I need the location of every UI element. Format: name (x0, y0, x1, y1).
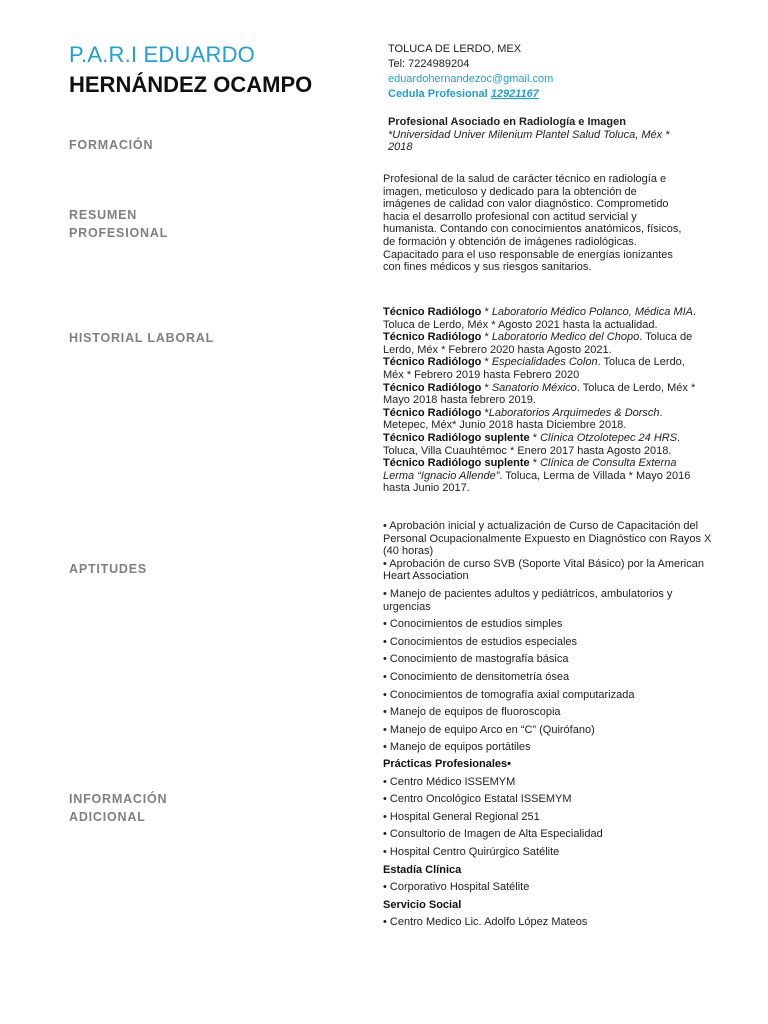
job-sep: * (481, 406, 489, 419)
resumen-content (383, 173, 703, 274)
job-place: Clínica Otzolotepec 24 HRS (540, 431, 678, 444)
practica-item: • Centro Oncológico Estatal ISSEMYM (383, 793, 572, 806)
section-resumen-line1: RESUMEN (69, 208, 138, 222)
cedula-label: Cedula Profesional (388, 88, 488, 100)
formacion-content (388, 116, 708, 154)
aptitude-item: • Aprobación de curso SVB (Soporte Vital Básico) por la American Heart Association (383, 557, 704, 583)
job-title: Técnico Radiólogo (383, 381, 482, 394)
job-detail: . Toluca, Lerma de Villada * Mayo 2016 hasta Junio 2017. (383, 469, 691, 495)
job-sep: * (481, 356, 492, 369)
practica-item: • Centro Médico ISSEMYM (383, 775, 516, 788)
job-detail: . Toluca de Lerdo, Méx * Agosto 2021 hasta la actualidad. (383, 306, 697, 331)
servicio-item: • Centro Medico Lic. Adolfo López Mateos (383, 916, 588, 929)
job-title: Técnico Radiólogo (383, 406, 482, 419)
job-entry (383, 356, 703, 381)
job-place: Clínica de Consulta Externa Lerma “Ignacio Allende” (383, 457, 677, 482)
name-first-line: P.A.R.I EDUARDO (69, 42, 255, 67)
phone: Tel: 7224989204 (388, 58, 470, 70)
resumen-line: hacia el desarrollo profesional con actitud servicial y (383, 210, 637, 223)
aptitude-item: • Conocimientos de estudios especiales (383, 635, 578, 648)
job-title: Técnico Radiólogo (383, 331, 482, 344)
practicas-heading: Prácticas Profesionales• (383, 758, 511, 770)
job-detail: . Toluca, Villa Cuauhtémoc * Enero 2017 hasta Agosto 2018. (383, 431, 681, 457)
section-aptitudes: APTITUDES (69, 562, 148, 576)
section-adicional-line2: ADICIONAL (69, 810, 146, 824)
job-entry (383, 407, 703, 432)
location: TOLUCA DE LERDO, MEX (388, 43, 522, 55)
aptitude-item: • Manejo de equipos de fluoroscopia (383, 706, 561, 719)
aptitudes-content (383, 520, 713, 759)
job-place: Laboratorios Arquimedes & Dorsch (488, 406, 660, 419)
job-detail: . Toluca de Lerdo, Méx * Febrero 2019 hasta Febrero 2020 (383, 356, 685, 381)
job-detail: . Toluca de Lerdo, Méx * Mayo 2018 hasta febrero 2019. (383, 381, 696, 407)
estadia-item: • Corporativo Hospital Satélite (383, 881, 530, 894)
job-place: Especialidades Colon (491, 356, 598, 369)
job-sep: * (529, 457, 541, 470)
practica-item: • Consultorio de Imagen de Alta Especialidad (383, 828, 603, 841)
servicio-heading: Servicio Social (383, 898, 462, 911)
aptitude-item: • Conocimiento de densitometría ósea (383, 670, 570, 683)
resumen-line: Profesional de la salud de carácter técnico en radiología e (383, 173, 667, 185)
resumen-line: Capacitado para el uso responsable de energías ionizantes (383, 248, 673, 261)
section-historial: HISTORIAL LABORAL (69, 331, 215, 345)
cedula-profesional (388, 87, 553, 102)
resumen-line: imágenes de calidad con valor diagnóstico. Comprometido (383, 198, 669, 211)
aptitude-item: • Manejo de equipos portátiles (383, 741, 531, 754)
estadia-heading: Estadía Clínica (383, 863, 462, 876)
job-entry (383, 432, 703, 457)
job-entry (383, 331, 703, 356)
job-sep: * (481, 331, 492, 344)
section-resumen (69, 206, 168, 242)
job-entry (383, 306, 703, 331)
job-sep: * (481, 381, 492, 394)
aptitude-item: • Manejo de equipo Arco en “C” (Quirófano) (383, 723, 595, 736)
historial-content (383, 306, 703, 495)
section-resumen-line2: PROFESIONAL (69, 226, 169, 240)
degree: Profesional Asociado en Radiología e Imagen (388, 116, 626, 128)
contact-block (388, 42, 553, 102)
resumen-line: humanista. Contando con conocimientos anatómicos, físicos, (383, 223, 682, 236)
resumen-line: de formación y obtención de imágenes radiológicas. (383, 235, 637, 248)
adicional-content (383, 758, 713, 934)
job-title: Técnico Radiólogo (383, 306, 482, 318)
name-last-line: HERNÁNDEZ OCAMPO (69, 72, 313, 97)
aptitude-item: • Manejo de pacientes adultos y pediátricos, ambulatorios y urgencias (383, 587, 673, 613)
job-entry (383, 457, 703, 495)
institution-line1: *Universidad Univer Milenium Plantel Salud Toluca, Méx * (388, 128, 670, 141)
job-place: Laboratorio Médico Polanco, Médica MIA (491, 306, 693, 318)
job-sep: * (529, 431, 541, 444)
resumen-line: imagen, meticuloso y dedicado para la obtención de (383, 185, 637, 198)
institution-line2: 2018 (388, 141, 413, 154)
section-formacion: FORMACIÓN (69, 138, 154, 152)
aptitude-item: • Aprobación inicial y actualización de Curso de Capacitación del Personal Ocupacionalmente Expuesto en Diagnóstico con Rayos X (40 horas) (383, 520, 712, 558)
job-title: Técnico Radiólogo (383, 356, 482, 369)
resumen-line: con fines médicos y sus riesgos sanitarios. (383, 261, 592, 274)
section-adicional-line1: INFORMACIÓN (69, 792, 168, 806)
section-adicional (69, 790, 167, 826)
aptitude-item: • Conocimientos de estudios simples (383, 618, 563, 631)
practica-item: • Hospital General Regional 251 (383, 810, 540, 823)
job-place: Laboratorio Medico del Chopo (491, 331, 640, 344)
practica-item: • Hospital Centro Quirúrgico Satélite (383, 845, 560, 858)
job-entry (383, 382, 703, 407)
job-sep: * (481, 306, 492, 318)
aptitude-item: • Conocimientos de tomografía axial computarizada (383, 688, 635, 701)
job-place: Sanatorio México (491, 381, 577, 394)
job-detail: . Toluca de Lerdo, Méx * Febrero 2020 hasta Agosto 2021. (383, 331, 693, 356)
job-title: Técnico Radiólogo suplente (383, 457, 530, 470)
email-link[interactable]: eduardohernandezoc@gmail.com (388, 73, 554, 85)
job-detail: . Metepec, Méx* Junio 2018 hasta Diciembre 2018. (383, 406, 663, 432)
job-title: Técnico Radiólogo suplente (383, 431, 530, 444)
aptitude-item: • Conocimiento de mastografía básica (383, 653, 569, 666)
cedula-number-link[interactable]: 12921167 (490, 88, 539, 100)
